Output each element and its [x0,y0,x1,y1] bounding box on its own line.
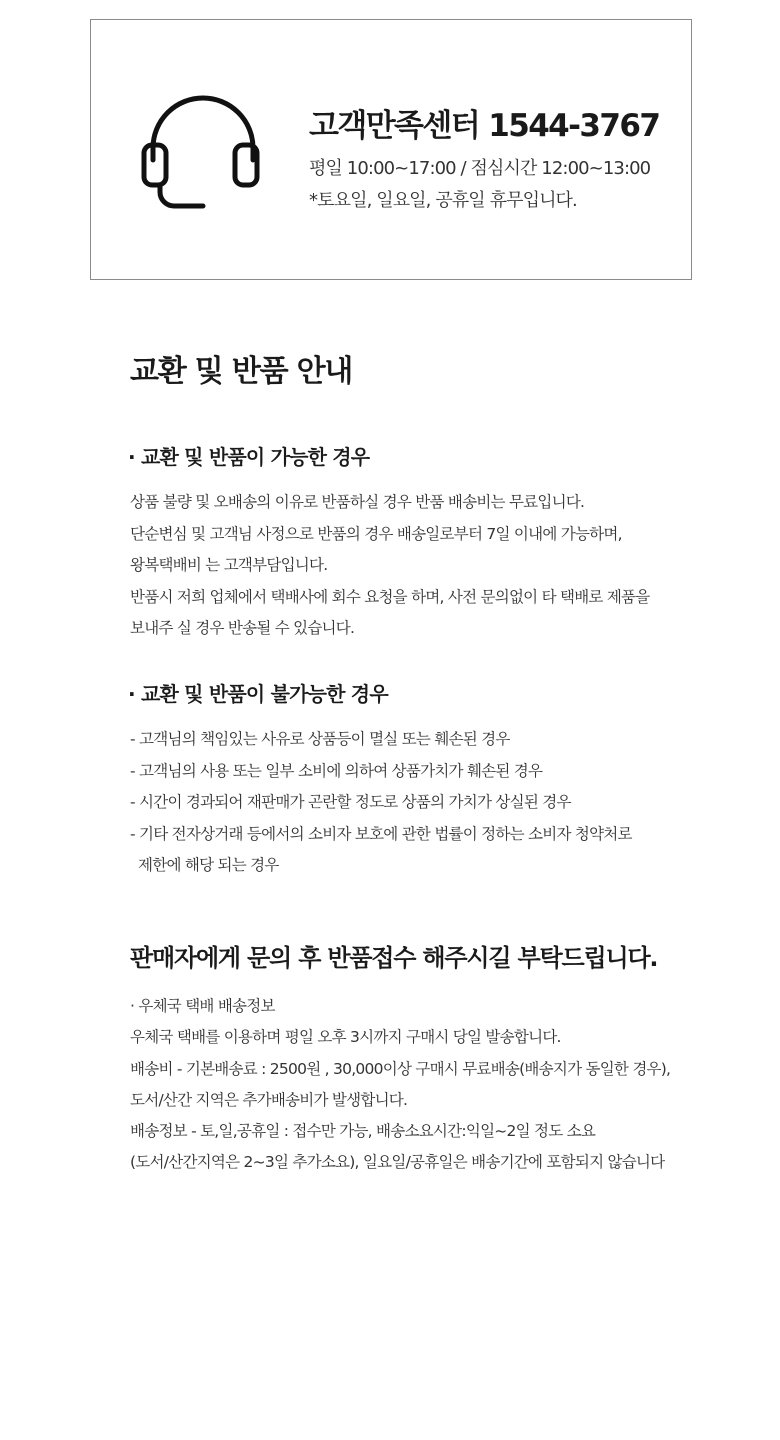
customer-center-holiday-note: *토요일, 일요일, 공휴일 휴무입니다. [309,190,577,211]
possible-line: 왕복택배비 는 고객부담입니다. [130,556,328,574]
possible-heading: · 교환 및 반품이 가능한 경우 [128,445,370,469]
impossible-heading: · 교환 및 반품이 불가능한 경우 [128,682,388,706]
delivery-line: 우체국 택배를 이용하며 평일 오후 3시까지 구매시 당일 발송합니다. [130,1028,561,1047]
delivery-line: 배송비 - 기본배송료 : 2500원 , 30,000이상 구매시 무료배송(배송지가 동일한 경우), [130,1059,671,1078]
delivery-info-text [130,991,690,1179]
customer-center-hours: 평일 10:00~17:00 / 점심시간 12:00~13:00 [309,158,651,179]
possible-line: 보내주 실 경우 반송될 수 있습니다. [130,619,355,637]
possible-line: 단순변심 및 고객님 사정으로 반품의 경우 배송일로부터 7일 이내에 가능하며, [130,524,622,543]
impossible-line: - 고객님의 사용 또는 일부 소비에 의하여 상품가치가 훼손된 경우 [130,761,543,780]
possible-line: 상품 불량 및 오배송의 이유로 반품하실 경우 반품 배송비는 무료입니다. [130,493,585,511]
delivery-line: 배송정보 - 토,일,공휴일 : 접수만 가능, 배송소요시간:익일~2일 정도 소요 [130,1122,596,1141]
headset-icon [141,90,265,212]
impossible-line: - 고객님의 책임있는 사유로 상품등이 멸실 또는 훼손된 경우 [130,730,510,748]
exchange-guide-title: 교환 및 반품 안내 [130,354,353,389]
customer-center-box [90,19,692,280]
impossible-text [130,724,690,882]
delivery-line: · 우체국 택배 배송정보 [130,997,275,1015]
possible-line: 반품시 저희 업체에서 택배사에 회수 요청을 하며, 사전 문의없이 타 택배로 제품을 [130,587,650,606]
delivery-line: (도서/산간지역은 2~3일 추가소요), 일요일/공휴일은 배송기간에 포함되지 않습니다 [130,1153,665,1172]
impossible-line: 제한에 해당 되는 경우 [138,856,279,874]
seller-contact-title: 판매자에게 문의 후 반품접수 해주시길 부탁드립니다. [130,944,658,972]
impossible-line: - 기타 전자상거래 등에서의 소비자 보호에 관한 법률이 정하는 소비자 청약처로 [130,824,632,843]
delivery-line: 도서/산간 지역은 추가배송비가 발생합니다. [130,1090,408,1109]
possible-text [130,487,690,645]
customer-center-title: 고객만족센터 1544-3767 [309,108,660,144]
impossible-line: - 시간이 경과되어 재판매가 곤란할 정도로 상품의 가치가 상실된 경우 [130,793,571,811]
